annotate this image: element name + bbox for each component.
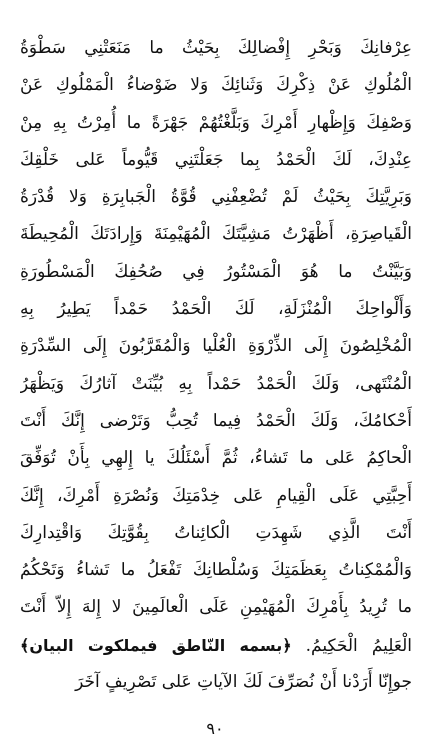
closing-words: الْعَلِيمُ الْحَكِيمُ. [305,635,412,656]
page-number: ٩٠ [206,719,224,738]
text-line-15: وَالْمُمْكِناتُ بِعَظَمَتِكَ وَسُلْطانِكَ تَفْعَلُ ما تَشاءُ وَتَحْكُمُ [20,560,412,581]
prayer-text-block [20,30,412,701]
text-line-17-closing [20,627,412,664]
text-line-14: أَنْتَ الَّذِي شَهِدَتِ الْكائِناتُ بِقُوَّتِكَ وَاقْتِدارِكَ [20,522,412,543]
text-line-11: أَحْكامُكَ، وَلَكَ الْحَمْدُ فِيما تُحِبُّ وَتَرْضى إِنَّكَ أَنْتَ [20,410,412,431]
text-line-7: وَبَيَّنْتُ ما هُوَ الْمَسْتُورُ فِي صُحُفِكَ الْمَسْطُورَةِ [20,261,412,282]
section-heading: ﴿بسمه النّاطق فيملكوت البيان﴾ [20,635,292,655]
text-line-10: الْمُنْتَهى، وَلَكَ الْحَمْدُ حَمْداً بِهِ بُيِّنَتْ آثارُكَ وَيَظْهَرُ [20,373,412,394]
text-line-4: عِنْدِكَ، لَكَ الْحَمْدُ بِما جَعَلْتَنِي قَيُّوماً عَلى خَلْقِكَ [20,149,412,170]
text-line-16: ما تُرِيدُ بِأَمْرِكَ الْمُهَيْمِنِ عَلَى الْعالَمِينَ لا إِلهَ إِلاّ أَنْتَ [20,597,412,618]
text-line-3: وَصْفِكَ وَإِظْهارِ أَمْرِكَ وَبَلَّغْتُهُمْ جَهْرَةً ما أُمِرْتُ بِهِ مِنْ [20,112,412,133]
text-line-9: الْمُخْلِصُونَ إِلَى الذِّرْوَةِ الْعُلْيا وَالْمُقَرَّبُونَ إِلَى السِّدْرَةِ [20,336,412,357]
text-line-18: جوإِنّا أَرَدْنا أَنْ نُصَرِّفَ لَكَ الآياتِ عَلى تَصْرِيفٍ آخَرَ [75,672,412,693]
text-line-8: وَأَلْواحِكَ الْمُنْزَلَةِ، لَكَ الْحَمْدُ حَمْداً يَطِيرُ بِهِ [20,299,412,320]
text-line-2: الْمُلُوكِ عَنْ ذِكْرِكَ وَثَنائِكَ وَلا ضَوْضاءُ الْمَمْلُوكِ عَنْ [20,75,412,96]
text-line-12: الْحاكِمُ عَلى ما تَشاءُ، ثُمَّ أَسْئَلُكَ يا إِلهِي بِأَنْ تُوَفِّقَ [20,448,412,469]
text-line-5: وَبَرِيَّتِكَ بِحَيْثُ لَمْ تُضْعِفْنِي قُوَّةُ الْجَبابِرَةِ وَلا قُدْرَةُ [20,187,412,208]
text-line-1: عِرْفانِكَ وَبَحْرِ إِفْضالِكَ بِحَيْثُ ما مَنَعَتْنِي سَطْوَةُ [20,38,412,58]
text-line-6: الْقَياصِرَةِ، أَظْهَرْتُ مَشِيَّتَكَ الْمُهَيْمِنَةَ وَإِرادَتَكَ الْمُحِيطَةَ [20,224,412,245]
text-line-13: أَحِبَّتِي عَلَى الْقِيامِ عَلى خِدْمَتِكَ وَنُصْرَةِ أَمْرِكَ، إِنَّكَ [20,485,412,506]
